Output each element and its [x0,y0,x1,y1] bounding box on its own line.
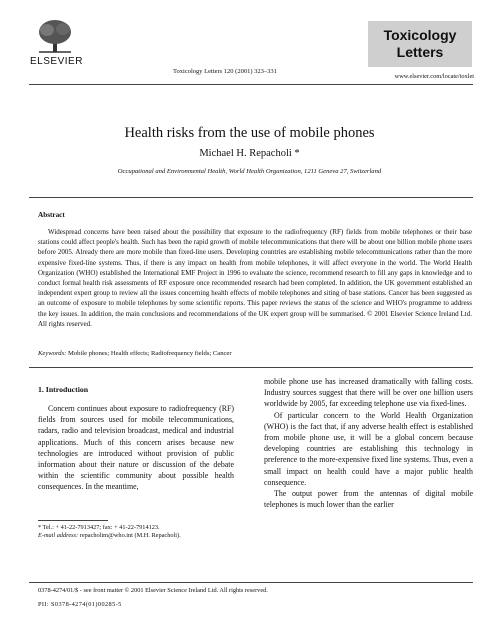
author-footnote [38,524,238,541]
body-column-right [264,376,473,510]
abstract-heading: Abstract [38,211,65,219]
abstract-text: Widespread concerns have been raised about the possibility that exposure to the radiofrequency (RF) fields from mobile telephones or their base stations could affect people's health. Such has been the rapid growth of mobile telecommunications that there will be about one billion mobile phone users before 2005. Already there are more mobile than fixed-line users. Developing countries are establishing mobile telecommunications rather than the more expensive fixed-line systems. Thus, if there is any impact on health from mobile telephones, it will affect everyone in the world. The World Health Organization (WHO) established the International EMF Project in 1996 to evaluate the science, recommend research to fill any gaps in knowledge and to conduct formal health risk assessments of RF exposure once recommended research had been completed. In addition, the UK government established an independent expert group to review all the issues concerning health effects of mobile telephones and siting of base stations. Cancer has been suggested as an outcome of exposure to mobile telephones by some scientific reports. This paper reviews the status of the science and WHO's programme to address the key issues. In addition, the main conclusions and recommendations of the UK expert group will be summarised. © 2001 Elsevier Science Ireland Ltd. All rights reserved. [38,228,472,328]
article-title: Health risks from the use of mobile phones [124,125,375,141]
article-author: Michael H. Repacholi * [199,148,300,159]
footnote-email [38,532,238,540]
journal-url[interactable]: www.elsevier.com/locate/toxlet [394,73,474,80]
keywords [38,350,472,357]
paragraph: mobile phone use has increased dramatically with falling costs. Industry sources suggest that there will be over one billion users worldwide by 2005, far exceeding telephone use via fixed-lines. [264,377,473,409]
footer-rule [29,582,473,583]
section-heading: 1. Introduction [38,385,89,394]
email-address[interactable]: repacholim@who.int (M.H. Repacholi). [78,532,181,540]
body-column-left [38,403,234,493]
paragraph: Concern continues about exposure to radiofrequency (RF) fields from sources used for mobile telecommunications, radars, radio and television broadcast, medical and industrial applications. Much of this concern arises because new technologies are introduced without provision of public information about their nature or discussion of the debate within the scientific community about possible health consequences. In the meantime, [38,404,234,492]
journal-citation: Toxicology Letters 120 (2001) 323–331 [173,68,277,75]
footnote-contact: * Tel.: + 41-22-7913427; fax: + 41-22-7914123. [38,524,160,531]
journal-name-line1: Toxicology [383,27,457,43]
pii-line: PII: S0378-4274(01)00285-5 [38,601,122,608]
keywords-list: Mobile phones; Health effects; Radiofrequency fields; Cancer [67,350,232,357]
journal-logo [368,21,472,67]
paragraph: The output power from the antennas of digital mobile telephones is much lower than the earlier [264,489,473,510]
paragraph: Of particular concern to the World Health Organization (WHO) is the fact that, if any adverse health effect is established from mobile phone use, it will be a global concern because developing countries are establishing this technology in preference to the more-expensive fixed line systems. Thus, even a small impact on health could have a major public health consequence. [264,410,473,487]
author-affiliation: Occupational and Environmental Health, World Health Organization, 1211 Geneva 27, Switzerland [117,168,382,175]
publisher-name: ELSEVIER [30,56,83,67]
copyright-line: 0378-4274/01/$ - see front matter © 2001 Elsevier Science Ireland Ltd. All rights reserved. [38,587,268,594]
keywords-label: Keywords: [38,350,67,357]
footnote-rule [38,520,108,521]
title-rule [29,197,473,198]
header-rule [29,84,473,85]
email-label: E-mail address: [38,532,79,540]
abstract-rule [29,367,473,368]
journal-name-line2: Letters [396,44,444,60]
elsevier-tree-logo [35,18,75,54]
